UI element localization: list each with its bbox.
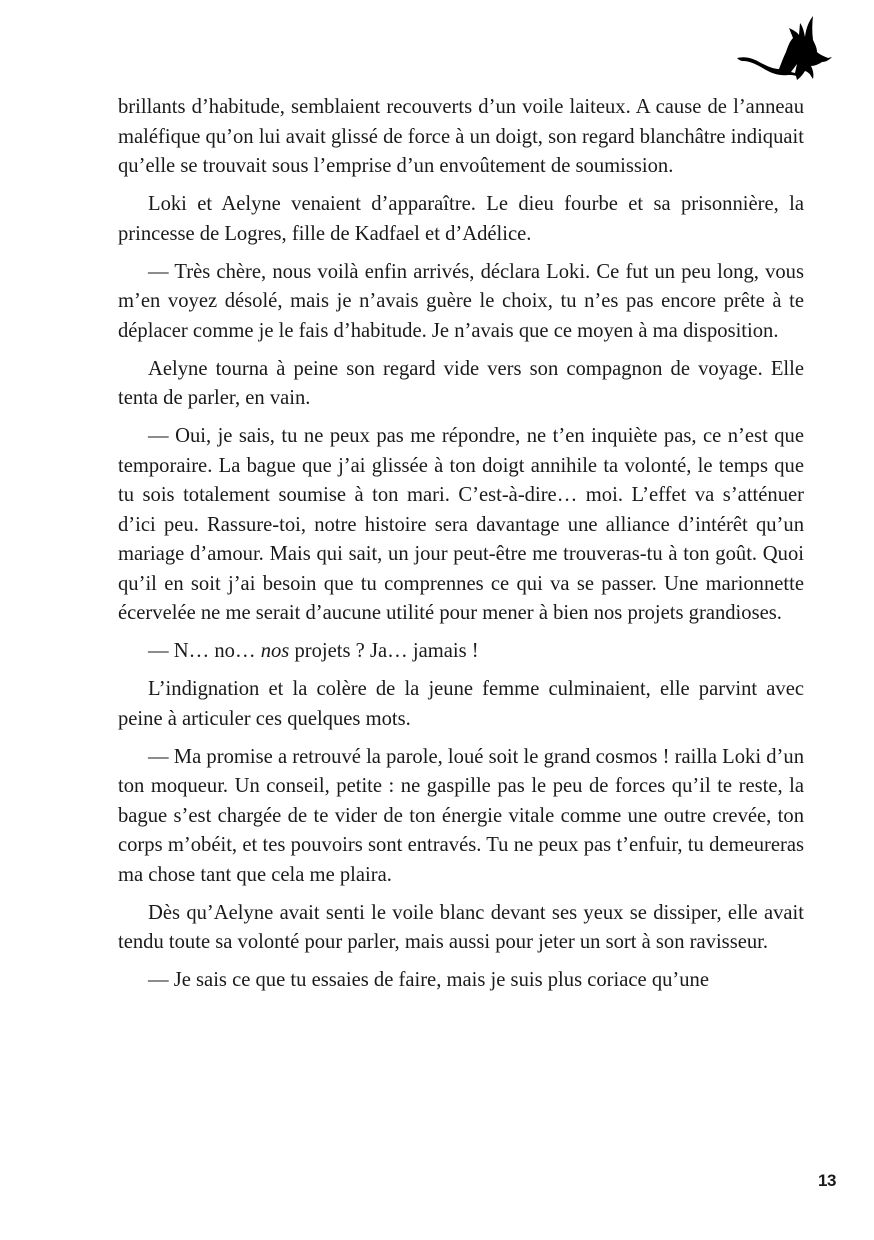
paragraph: — N… no… nos projets ? Ja… jamais ! bbox=[148, 640, 479, 662]
paragraph: brillants d’habitude, semblaient recouverts d’un voile laiteux. A cause de l’anneau maléfique qu’on lui avait glissé de force à un doigt, son regard blanchâtre indiquait qu’elle se trouvait sous l’emprise d’un envoûtement de soumission. bbox=[118, 96, 804, 177]
paragraph: Dès qu’Aelyne avait senti le voile blanc devant ses yeux se dissiper, elle avait tendu toute sa volonté pour parler, mais aussi pour jeter un sort à son ravisseur. bbox=[118, 901, 804, 953]
page-number: 13 bbox=[818, 1171, 836, 1190]
paragraph: Aelyne tourna à peine son regard vide vers son compagnon de voyage. Elle tenta de parler, en vain. bbox=[118, 357, 804, 409]
dragon-icon bbox=[733, 14, 833, 88]
emphasis-text: nos bbox=[260, 640, 290, 662]
paragraph: L’indignation et la colère de la jeune femme culminaient, elle parvint avec peine à articuler ces quelques mots. bbox=[118, 678, 804, 730]
paragraph: Loki et Aelyne venaient d’apparaître. Le dieu fourbe et sa prisonnière, la princesse de Logres, fille de Kadfael et d’Adélice. bbox=[118, 193, 804, 245]
paragraph: — Ma promise a retrouvé la parole, loué soit le grand cosmos ! railla Loki d’un ton moqueur. Un conseil, petite : ne gaspille pas le peu de forces qu’il te reste, la bague s’est chargée de te vider de ton énergie vitale comme une outre crevée, ton corps m’obéit, et tes pouvoirs sont entravés. Tu ne peux pas t’enfuir, tu demeureras ma chose tant que cela me plaira. bbox=[118, 745, 804, 886]
body-text bbox=[118, 93, 804, 1004]
paragraph: — Oui, je sais, tu ne peux pas me répondre, ne t’en inquiète pas, ce n’est que temporaire. La bague que j’ai glissée à ton doigt annihile ta volonté, le temps que tu sois totalement soumise à ton mari. C’est-à-dire… moi. L’effet va s’atténuer d’ici peu. Rassure-toi, notre histoire sera davantage une alliance d’intérêt qu’un mariage d’amour. Mais qui sait, un jour peut-être me trouveras-tu à ton goût. Quoi qu’il en soit j’ai besoin que tu comprennes ce qui va se passer. Une marionnette écervelée ne me serait d’aucune utilité pour mener à bien nos projets grandioses. bbox=[118, 425, 804, 624]
paragraph: — Je sais ce que tu essaies de faire, mais je suis plus coriace qu’une bbox=[148, 969, 709, 991]
paragraph: — Très chère, nous voilà enfin arrivés, déclara Loki. Ce fut un peu long, vous m’en voyez désolé, mais je n’avais guère le choix, tu n’es pas encore prête à te déplacer comme je le fais d’habitude. Je n’avais que ce moyen à ma disposition. bbox=[118, 260, 804, 342]
